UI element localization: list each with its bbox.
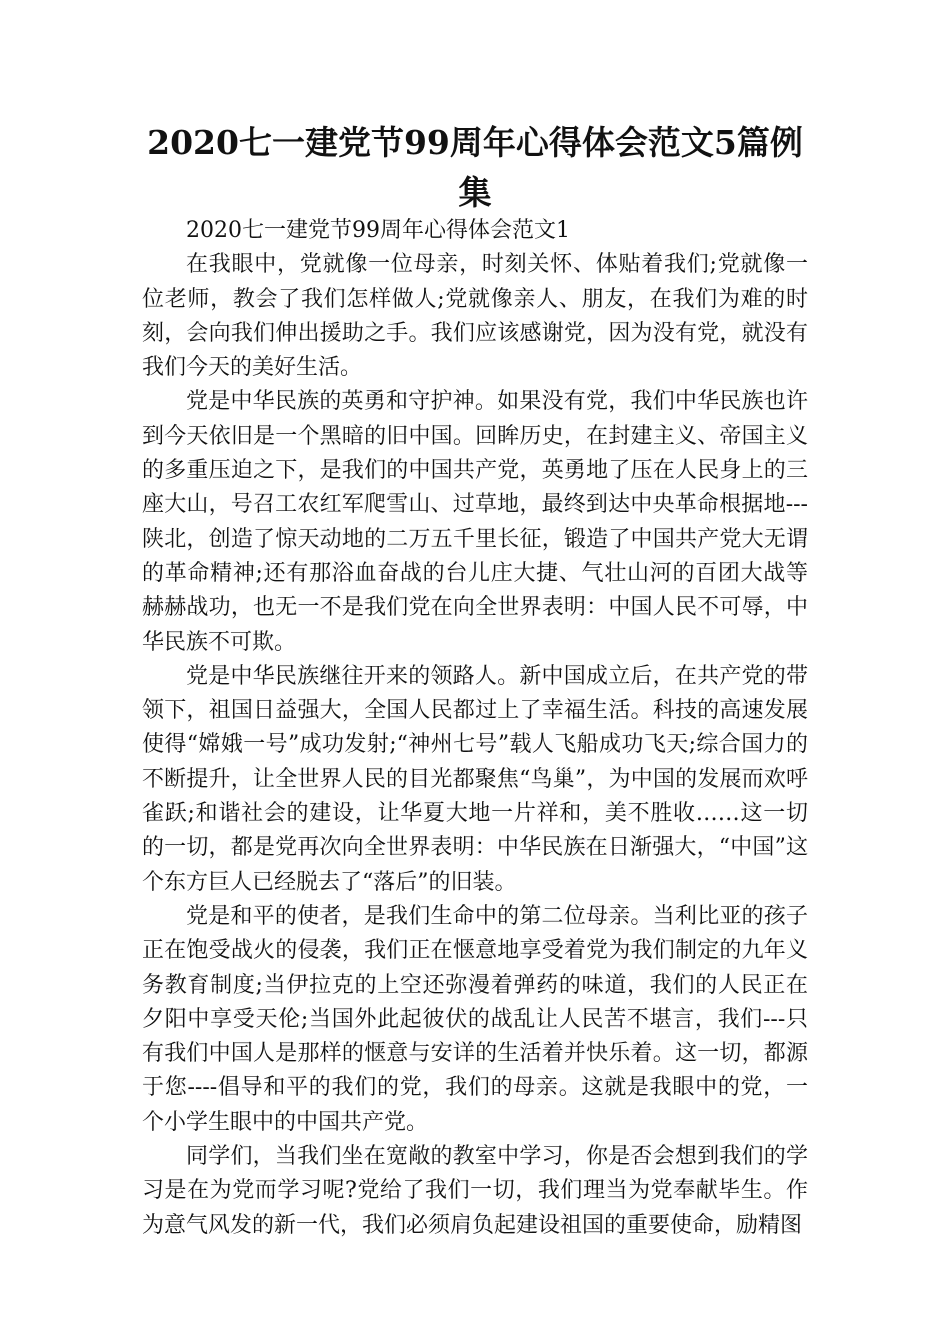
body-paragraph: 党是中华民族的英勇和守护神。如果没有党，我们中华民族也许到今天依旧是一个黑暗的旧中国。回眸历史，在封建主义、帝国主义的多重压迫之下，是我们的中国共产党，英勇地了压在人民身上的三座大山，号召工农红军爬雪山、过草地，最终到达中央革命根据地---陕北，创造了惊天动地的二万五千里长征，锻造了中国共产党大无谓的革命精神;还有那浴血奋战的台儿庄大捷、气壮山河的百团大战等赫赫战功，也无一不是我们党在向全世界表明：中国人民不可辱，中华民族不可欺。 xyxy=(142,389,808,655)
body-paragraph: 党是和平的使者，是我们生命中的第二位母亲。当利比亚的孩子正在饱受战火的侵袭，我们正在惬意地享受着党为我们制定的九年义务教育制度;当伊拉克的上空还弥漫着弹药的味道，我们的人民正在夕阳中享受天伦;当国外此起彼伏的战乱让人民苦不堪言，我们---只有我们中国人是那样的惬意与安详的生活着并快乐着。这一切，都源于您----倡导和平的我们的党，我们的母亲。这就是我眼中的党，一个小学生眼中的中国共产党。 xyxy=(142,903,808,1135)
document-body xyxy=(142,214,808,1243)
body-paragraph: 在我眼中，党就像一位母亲，时刻关怀、体贴着我们;党就像一位老师，教会了我们怎样做人;党就像亲人、朋友，在我们为难的时刻，会向我们伸出援助之手。我们应该感谢党，因为没有党，就没有我们今天的美好生活。 xyxy=(142,252,808,381)
section-heading: 2020七一建党节99周年心得体会范文1 xyxy=(186,218,570,243)
document-title: 2020七一建党节99周年心得体会范文5篇例集 xyxy=(147,123,803,212)
body-paragraph: 党是中华民族继往开来的领路人。新中国成立后，在共产党的带领下，祖国日益强大，全国人民都过上了幸福生活。科技的高速发展使得“嫦娥一号”成功发射;“神州七号”载人飞船成功飞天;综合国力的不断提升，让全世界人民的目光都聚焦“鸟巢”，为中国的发展而欢呼雀跃;和谐社会的建设，让华夏大地一片祥和，美不胜收……这一切的一切，都是党再次向全世界表明：中华民族在日渐强大，“中国”这个东方巨人已经脱去了“落后”的旧装。 xyxy=(142,663,808,895)
body-paragraph: 同学们，当我们坐在宽敞的教室中学习，你是否会想到我们的学习是在为党而学习呢?党给了我们一切，我们理当为党奉献毕生。作为意气风发的新一代，我们必须肩负起建设祖国的重要使命，励精图 xyxy=(142,1144,808,1238)
